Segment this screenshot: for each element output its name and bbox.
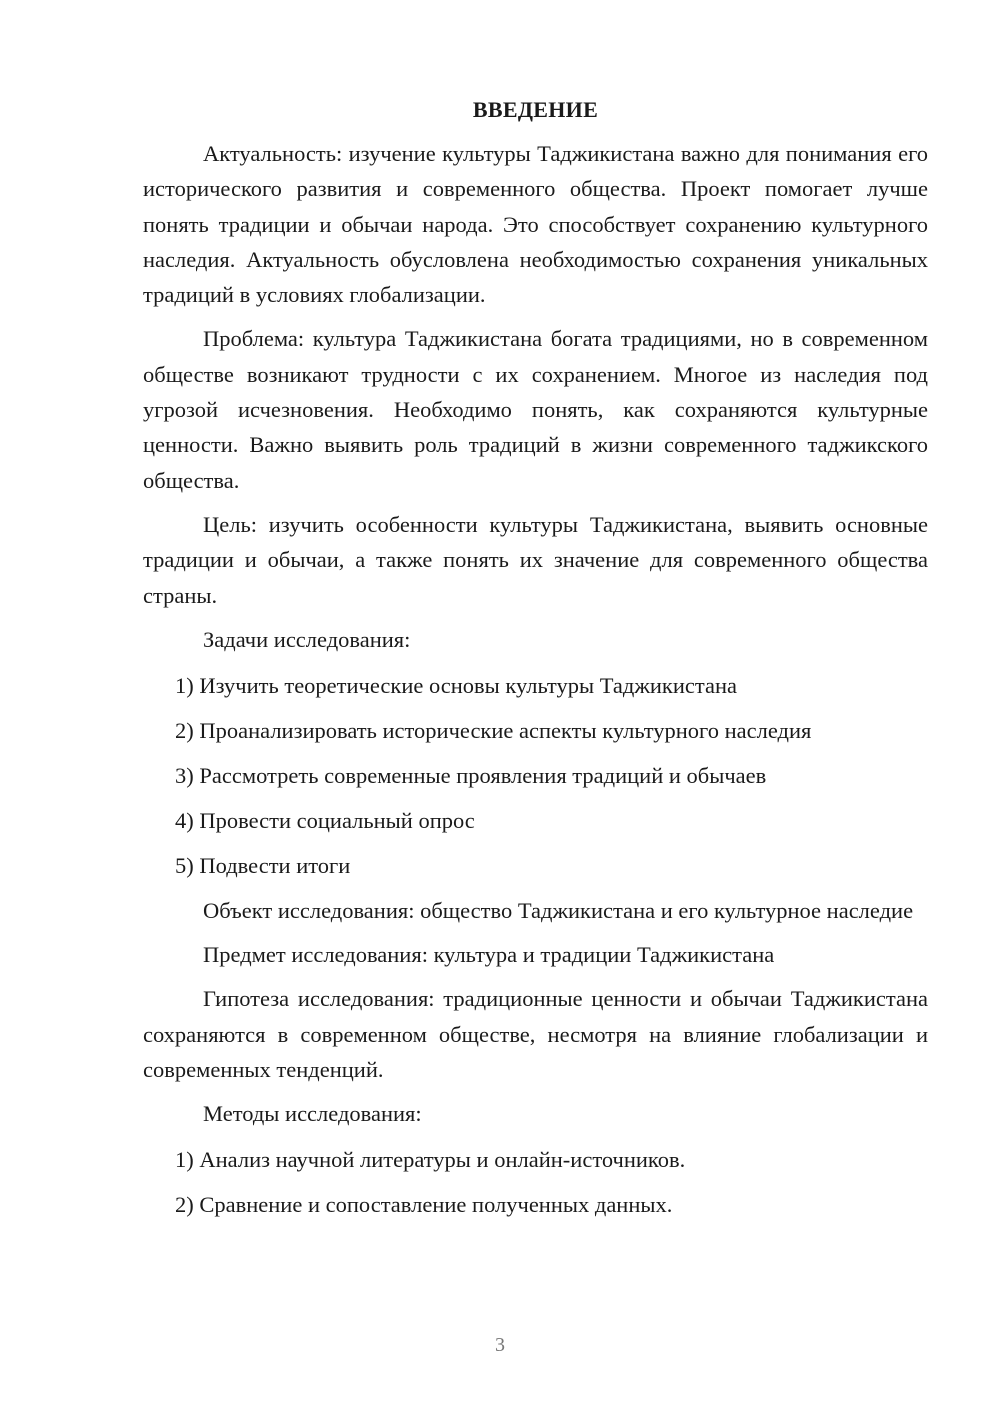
- subject-paragraph: Предмет исследования: культура и традиции Таджикистана: [203, 942, 775, 968]
- section-title: ВВЕДЕНИЕ: [472, 97, 599, 122]
- tasks-list: [143, 668, 928, 883]
- list-item: 1) Изучить теоретические основы культуры Таджикистана: [175, 672, 737, 698]
- relevance-paragraph: Актуальность: изучение культуры Таджикистана важно для понимания его исторического развития и современного общества. Проект помогает лучше понять традиции и обычаи народа. Это способствует сохранению культурного наследия. Актуальность обусловлена необходимостью сохранения уникальных традиций в условиях глобализации.: [143, 141, 928, 308]
- hypothesis-paragraph: Гипотеза исследования: традиционные ценности и обычаи Таджикистана сохраняются в современном обществе, несмотря на влияние глобализации и современных тенденций.: [143, 986, 928, 1083]
- goal-paragraph: Цель: изучить особенности культуры Таджикистана, выявить основные традиции и обычаи, а также понять их значение для современного общества страны.: [143, 511, 928, 608]
- list-item: 4) Провести социальный опрос: [175, 807, 475, 833]
- tasks-heading: Задачи исследования:: [203, 626, 411, 652]
- page-number: 3: [495, 1334, 505, 1356]
- list-item: 2) Проанализировать исторические аспекты культурного наследия: [175, 717, 812, 743]
- methods-list: [143, 1142, 928, 1222]
- list-item: 1) Анализ научной литературы и онлайн-источников.: [175, 1147, 686, 1173]
- list-item: 5) Подвести итоги: [175, 852, 351, 878]
- problem-paragraph: Проблема: культура Таджикистана богата традициями, но в современном обществе возникают трудности с их сохранением. Многое из наследия под угрозой исчезновения. Необходимо понять, как сохраняются культурные ценности. Важно выявить роль традиций в жизни современного таджикского общества.: [143, 326, 928, 493]
- object-paragraph: Объект исследования: общество Таджикистана и его культурное наследие: [203, 897, 914, 923]
- methods-heading: Методы исследования:: [203, 1101, 422, 1127]
- list-item: 2) Сравнение и сопоставление полученных данных.: [175, 1192, 673, 1218]
- list-item: 3) Рассмотреть современные проявления традиций и обычаев: [175, 762, 767, 788]
- document-page: [143, 96, 928, 1232]
